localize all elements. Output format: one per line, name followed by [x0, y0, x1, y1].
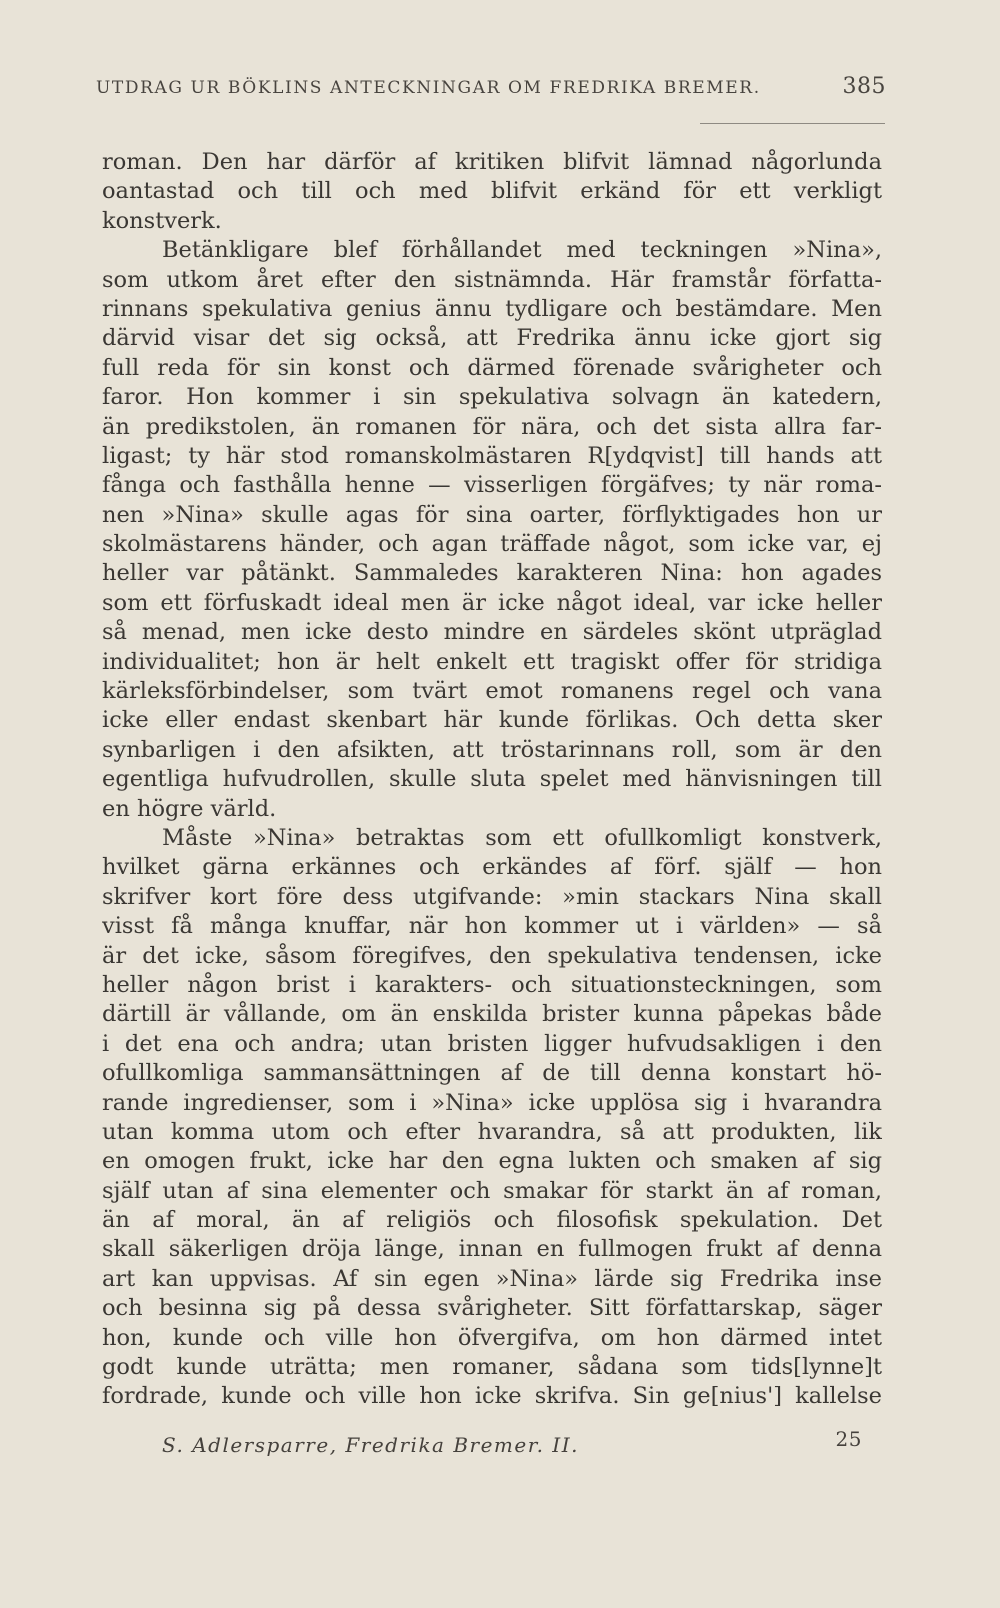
- text-line: nen »Nina» skulle agas för sina oarter, förflyktigades hon ur: [102, 501, 882, 528]
- text-line: heller var påtänkt. Sammaledes karakteren Nina: hon agades: [102, 560, 882, 587]
- page-number: 385: [842, 74, 886, 99]
- text-line: egentliga hufvudrollen, skulle sluta spelet med hänvisningen till: [102, 766, 882, 793]
- text-line: kärleksförbindelser, som tvärt emot romanens regel och vana: [102, 678, 882, 705]
- text-line: Måste »Nina» betraktas som ett ofullkomligt konstverk,: [162, 824, 882, 851]
- text-line: en omogen frukt, icke har den egna lukten och smaken af sig: [102, 1148, 882, 1175]
- text-line: Betänkligare blef förhållandet med teckningen »Nina»,: [162, 237, 882, 264]
- text-line: fånga och fasthålla henne — visserligen förgäfves; ty när roma-: [102, 472, 882, 499]
- text-line: synbarligen i den afsikten, att tröstarinnans roll, som är den: [102, 736, 882, 763]
- text-line: därvid visar det sig också, att Fredrika ännu icke gjort sig: [102, 325, 882, 352]
- text-line: utan komma utom och efter hvarandra, så att produkten, lik: [102, 1118, 882, 1145]
- text-line: fordrade, kunde och ville hon icke skrifva. Sin ge[nius'] kallelse: [102, 1383, 882, 1410]
- text-line: därtill är vållande, om än enskilda brister kunna påpekas både: [102, 1001, 882, 1028]
- running-head-title: UTDRAG UR BÖKLINS ANTECKNINGAR OM FREDRIKA BREMER.: [96, 78, 761, 98]
- text-line: skolmästarens händer, och agan träffade något, som icke var, ej: [102, 531, 882, 558]
- text-line: rinnans spekulativa genius ännu tydligare och bestämdare. Men: [102, 295, 882, 322]
- text-line: oantastad och till och med blifvit erkänd för ett verkligt: [102, 178, 882, 205]
- text-line: rande ingredienser, som i »Nina» icke upplösa sig i hvarandra: [102, 1089, 882, 1116]
- text-line: individualitet; hon är helt enkelt ett tragiskt offer för stridiga: [102, 648, 882, 675]
- text-line: hvilket gärna erkännes och erkändes af förf. själf — hon: [102, 854, 882, 881]
- running-head: [96, 74, 886, 99]
- text-line: roman. Den har därför af kritiken blifvit lämnad någorlunda: [102, 149, 882, 175]
- header-rule: [700, 123, 885, 124]
- text-line: och besinna sig på dessa svårigheter. Sitt författarskap, säger: [102, 1295, 882, 1322]
- text-line: i det ena och andra; utan bristen ligger hufvudsakligen i den: [102, 1030, 882, 1057]
- text-line: visst få många knuffar, när hon kommer ut i världen» — så: [102, 913, 882, 940]
- signature-mark: 25: [835, 1427, 862, 1451]
- text-line: art kan uppvisas. Af sin egen »Nina» lärde sig Fredrika inse: [102, 1265, 882, 1292]
- text-line: godt kunde uträtta; men romaner, sådana som tids[lynne]t: [102, 1354, 882, 1381]
- text-line: full reda för sin konst och därmed förenade svårigheter och: [102, 354, 882, 381]
- text-line: ligast; ty här stod romanskolmästaren R[ydqvist] till hands att: [102, 442, 882, 469]
- text-line: så menad, men icke desto mindre en särdeles skönt utpräglad: [102, 619, 882, 646]
- footer: [162, 1427, 862, 1457]
- text-line: själf utan af sina elementer och smakar för starkt än af roman,: [102, 1177, 882, 1204]
- text-line: heller någon brist i karakters- och situationsteckningen, som: [102, 971, 882, 998]
- text-line: icke eller endast skenbart här kunde förlikas. Och detta sker: [102, 707, 882, 734]
- text-line: faror. Hon kommer i sin spekulativa solvagn än katedern,: [102, 384, 882, 411]
- body-text: [102, 148, 882, 1412]
- text-line: skall säkerligen dröja länge, innan en fullmogen frukt af denna: [102, 1236, 882, 1263]
- text-line: konstverk.: [102, 207, 222, 234]
- text-line: hon, kunde och ville hon öfvergifva, om hon därmed intet: [102, 1324, 882, 1351]
- text-line: än af moral, än af religiös och filosofisk spekulation. Det: [102, 1207, 882, 1234]
- text-line: än predikstolen, än romanen för nära, och det sista allra far-: [102, 413, 882, 440]
- text-line: skrifver kort före dess utgifvande: »min stackars Nina skall: [102, 883, 882, 910]
- text-line: en högre värld.: [102, 795, 277, 822]
- text-line: ofullkomliga sammansättningen af de till denna konstart hö-: [102, 1060, 882, 1087]
- text-line: är det icke, såsom föregifves, den spekulativa tendensen, icke: [102, 942, 882, 969]
- text-line: som utkom året efter den sistnämnda. Här framstår författa-: [102, 266, 882, 293]
- text-line: som ett förfuskadt ideal men är icke något ideal, var icke heller: [102, 589, 882, 616]
- footer-citation: S. Adlersparre, Fredrika Bremer. II.: [162, 1433, 579, 1457]
